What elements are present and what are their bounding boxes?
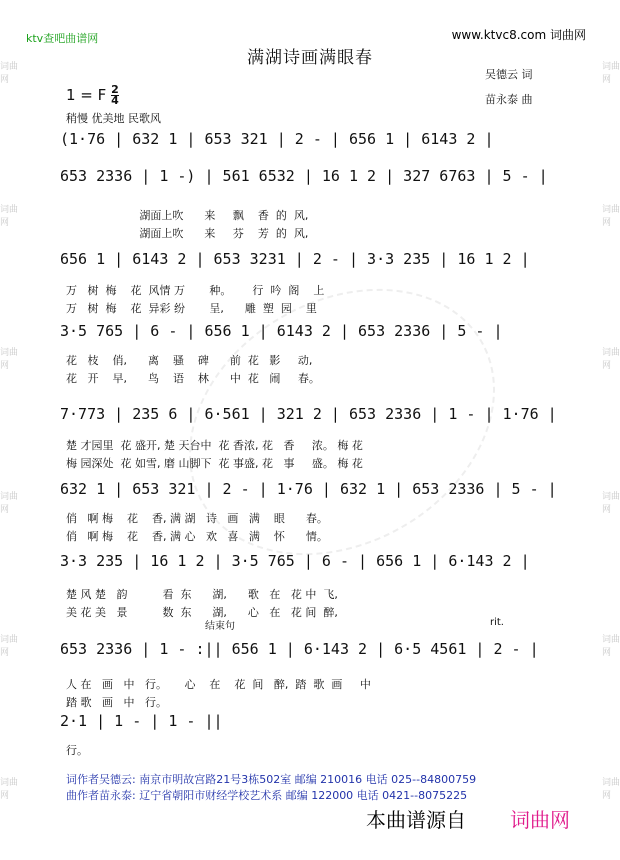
composer-credit: 苗永泰 曲 [485, 93, 533, 106]
site-url[interactable]: www.ktvc8.com [451, 28, 547, 42]
left-watermark-strip [0, 0, 18, 860]
source-site-link[interactable]: 词曲网 [510, 808, 570, 832]
notation-line: 3·3 235 | 16 1 2 | 3·5 765 | 6 - | 656 1 | 6·143 2 | [60, 552, 530, 570]
time-signature-bottom: 4 [111, 94, 119, 107]
notation-line: 632 1 | 653 321 | 2 - | 1·76 | 632 1 | 653 2336 | 5 - | [60, 480, 557, 498]
notation-line: 3·5 765 | 6 - | 656 1 | 6143 2 | 653 2336 | 5 - | [60, 322, 503, 340]
notation-line: 653 2336 | 1 -) | 561 6532 | 16 1 2 | 327 6763 | 5 - | [60, 167, 548, 185]
lyric-line: 湖面上吹 来 飘 香 的 风, [66, 209, 309, 222]
lyric-line: 楚 风 楚 韵 看 东 湖, 歌 在 花 中 飞, [66, 588, 338, 601]
lyric-line: 楚 才园里 花 盛开, 楚 天台中 花 香浓, 花 香 浓。 梅 花 [66, 439, 363, 452]
side-watermark-text: 词曲网 [0, 61, 19, 85]
lyricist-contact: 词作者吴德云: 南京市明故宫路21号3栋502室 邮编 210016 电话 025--84800759 [66, 773, 477, 786]
notation-line: 7·773 | 235 6 | 6·561 | 321 2 | 653 2336 | 1 - | 1·76 | [60, 405, 557, 423]
side-watermark-text: 词曲网 [602, 778, 620, 802]
side-watermark-text: 词曲网 [0, 634, 19, 658]
time-signature [111, 85, 119, 106]
right-watermark-strip [602, 0, 620, 860]
lyric-line: 花 开 早, 鸟 语 林 中 花 闹 春。 [66, 372, 320, 385]
site-name-left[interactable]: ktv查吧曲谱网 [26, 32, 99, 45]
lyric-line: 俏 啊 梅 花 香, 满 心 欢 喜 满 怀 情。 [66, 530, 328, 543]
key-signature [66, 85, 119, 106]
site-header-right[interactable] [452, 26, 586, 43]
time-signature-top: 2 [111, 83, 119, 96]
lyric-line: 湖面上吹 来 芬 芳 的 风, [66, 227, 309, 240]
lyric-line: 踏 歌 画 中 行。 [66, 696, 167, 709]
notation-line: 656 1 | 6143 2 | 653 3231 | 2 - | 3·3 235 | 16 1 2 | [60, 250, 530, 268]
site-name-right[interactable]: 词曲网 [549, 28, 586, 42]
notation-line: 653 2336 | 1 - :|| 656 1 | 6·143 2 | 6·5 4561 | 2 - | [60, 640, 539, 658]
side-watermark-text: 词曲网 [0, 491, 19, 515]
composer-contact: 曲作者苗永泰: 辽宁省朝阳市财经学校艺术系 邮编 122000 电话 0421--8075225 [66, 789, 468, 802]
side-watermark-text: 词曲网 [602, 634, 620, 658]
lyric-line: 俏 啊 梅 花 香, 满 湖 诗 画 满 眼 春。 [66, 512, 328, 525]
source-label: 本曲谱源自 [366, 808, 466, 832]
notation-line: 2·1 | 1 - | 1 - || [60, 712, 223, 730]
lyric-line: 万 树 梅 花 风情 万 种。 行 吟 阁 上 [66, 284, 325, 297]
lyric-line: 万 树 梅 花 异彩 纷 呈, 雕 塑 园 里 [66, 302, 317, 315]
lyric-line: 行。 [66, 744, 88, 757]
side-watermark-text: 词曲网 [0, 204, 19, 228]
side-watermark-text: 词曲网 [602, 204, 620, 228]
lyric-line: 花 枝 俏, 离 骚 碑 前 花 影 动, [66, 354, 313, 367]
tempo-marking: 稍慢 优美地 民歌风 [66, 112, 161, 125]
key-label: 1 = F [66, 86, 107, 104]
side-watermark-text: 词曲网 [0, 348, 19, 372]
side-watermark-text: 词曲网 [602, 348, 620, 372]
notation-line: (1·76 | 632 1 | 653 321 | 2 - | 656 1 | 6143 2 | [60, 130, 494, 148]
ritardando-marking: rit. [490, 617, 504, 628]
side-watermark-text: 词曲网 [602, 61, 620, 85]
side-watermark-text: 词曲网 [602, 491, 620, 515]
lyric-line: 美 花 美 景 数 东 湖, 心 在 花 间 醉, [66, 606, 338, 619]
side-watermark-text: 词曲网 [0, 778, 19, 802]
song-title: 满湖诗画满眼春 [247, 48, 373, 68]
lyric-line: 人 在 画 中 行。 心 在 花 间 醉, 踏 歌 画 中 [66, 678, 371, 691]
lyric-line: 梅 园深处 花 如雪, 磨 山脚下 花 事盛, 花 事 盛。 梅 花 [66, 457, 363, 470]
lyricist-credit: 吴德云 词 [485, 68, 533, 81]
ending-marking: 结束句 [205, 621, 235, 632]
